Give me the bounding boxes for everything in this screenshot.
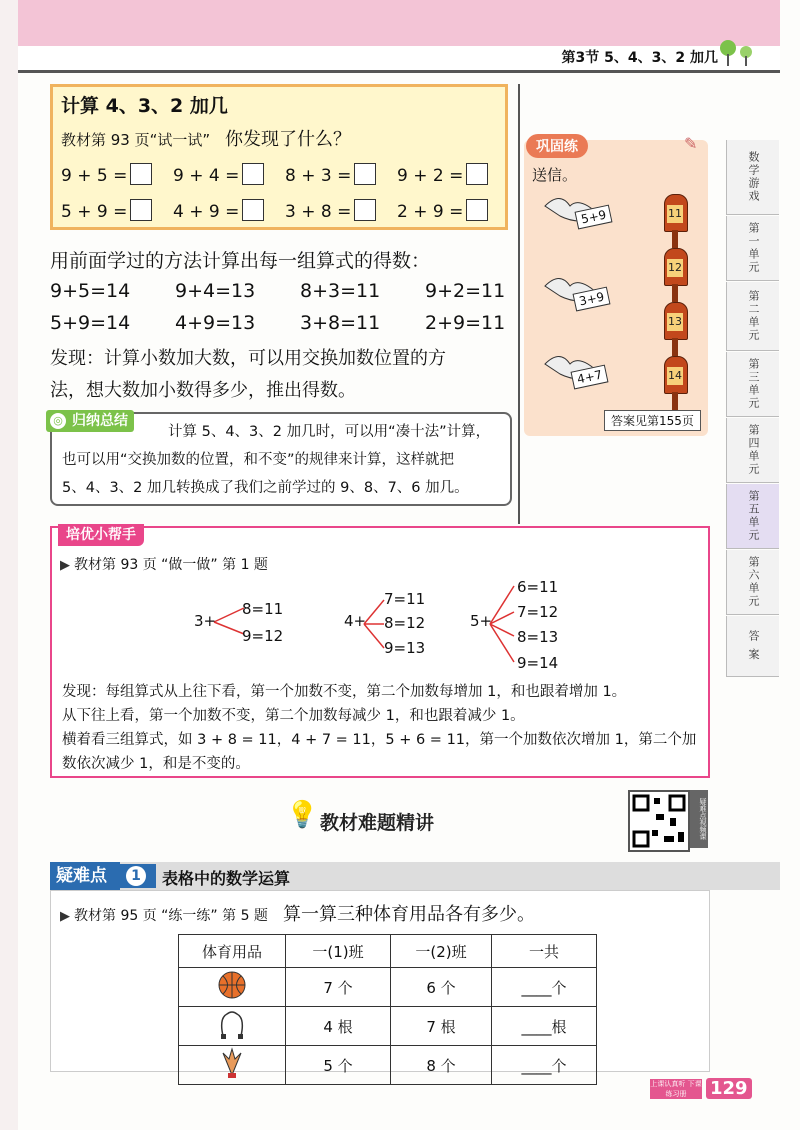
letter-card[interactable]: 5+9: [575, 205, 613, 230]
observation-3: 横着看三组算式，如 3 + 8 = 11，4 + 7 = 11，5 + 6 = 11，第一个加数依次增加 1，第二个加: [62, 732, 697, 748]
tree-leaf: 9=13: [384, 639, 426, 657]
answer-reference: 答案见第155页: [604, 410, 701, 431]
tab-answers[interactable]: 答 案: [726, 616, 779, 677]
table-cell: 4 根: [286, 1007, 391, 1046]
pencil-icon: ✎: [684, 134, 698, 153]
table-cell: 8 个: [391, 1046, 492, 1085]
pointer-icon: ▶: [60, 558, 70, 573]
practice-instruction: 送信。: [532, 166, 578, 184]
tab-unit-1[interactable]: 第一单元: [726, 216, 779, 281]
pointer-icon: ▶: [60, 909, 70, 924]
summary-line-3: 5、4、3、2 加几转换成了我们之前学过的 9、8、7、6 加几。: [62, 480, 469, 496]
tree-leaf: 8=11: [242, 600, 284, 618]
qr-label: 疑难点视频课: [690, 790, 708, 848]
table-header-row: [179, 935, 597, 968]
method-intro: 用前面学过的方法计算出每一组算式的得数：: [50, 250, 431, 272]
tree-leaf: 8=13: [517, 628, 559, 646]
letter-card[interactable]: 3+9: [573, 287, 611, 312]
equation: 5 + 9 =: [61, 202, 128, 222]
answer: 4+9=13: [175, 312, 256, 334]
basketball-icon: [179, 968, 286, 1007]
equation: 9 + 5 =: [61, 166, 128, 186]
answer-box[interactable]: [130, 199, 152, 221]
equation: 3 + 8 =: [285, 202, 352, 222]
observation-4: 数依次减少 1，和是不变的。: [62, 756, 250, 772]
helper-ref-line: [60, 554, 268, 574]
calc-box: [50, 84, 508, 230]
calc-ref: 教材第 93 页“试一试”: [61, 131, 211, 149]
mailbox-number: 11: [667, 205, 683, 223]
tree-root: 3+: [194, 612, 217, 630]
mailbox-number: 14: [667, 367, 683, 385]
difficulty-number: 1: [126, 866, 146, 886]
difficulty-tag: 疑难点: [52, 864, 156, 888]
summary-tag: [46, 410, 134, 432]
answer: 2+9=11: [425, 312, 506, 334]
answer: 9+4=13: [175, 280, 256, 302]
table-header: 一共: [492, 935, 597, 968]
table-header: 体育用品: [179, 935, 286, 968]
tab-unit-4[interactable]: 第四单元: [726, 418, 779, 483]
page-number: 129: [706, 1078, 752, 1099]
difficulty-question: 算一算三种体育用品各有多少。: [283, 904, 536, 925]
calc-title: 计算 4、3、2 加几: [61, 95, 228, 117]
table-header: 一(2)班: [391, 935, 492, 968]
section-title: 第3节 5、4、3、2 加几: [561, 50, 718, 66]
answer: 9+2=11: [425, 280, 506, 302]
table-cell: 5 个: [286, 1046, 391, 1085]
answer-box[interactable]: [466, 199, 488, 221]
difficulty-ref: 教材第 95 页 “练一练” 第 5 题: [74, 908, 268, 924]
tree-root: 5+: [470, 612, 493, 630]
brand-label: 上课认真听 下课练习册: [650, 1080, 702, 1098]
equation: 8 + 3 =: [285, 166, 352, 186]
qr-code-icon[interactable]: [628, 790, 690, 852]
answer-box[interactable]: [242, 199, 264, 221]
answer: 9+5=14: [50, 280, 131, 302]
helper-ref: 教材第 93 页 “做一做” 第 1 题: [74, 557, 268, 573]
target-icon: ◎: [50, 413, 66, 429]
observation-2: 从下往上看，第一个加数不变，第二个加数每减少 1，和也跟着减少 1。: [62, 708, 525, 724]
table-cell: 7 个: [286, 968, 391, 1007]
difficulty-bar: [50, 862, 780, 890]
tab-unit-3[interactable]: 第三单元: [726, 352, 779, 417]
total-blank[interactable]: ____个: [492, 1046, 597, 1085]
answer: 3+8=11: [300, 312, 381, 334]
table-cell: 6 个: [391, 968, 492, 1007]
summary-line-2: 也可以用“交换加数的位置，和不变”的规律来计算，这样就把: [62, 452, 455, 468]
mailbox-post: [672, 284, 678, 302]
answer-box[interactable]: [130, 163, 152, 185]
table-row: [179, 1046, 597, 1085]
table-row: [179, 1007, 597, 1046]
helper-tag: 培优小帮手: [58, 524, 144, 546]
mailbox[interactable]: [664, 302, 688, 340]
mailbox-post: [672, 392, 678, 410]
table-cell: 7 根: [391, 1007, 492, 1046]
finding-line-2: 法，想大数加小数得多少，推出得数。: [50, 380, 356, 401]
eq-row-2: [61, 199, 509, 222]
tree-leaf: 9=12: [242, 627, 284, 645]
table-header: 一(1)班: [286, 935, 391, 968]
branch-lines: [488, 578, 518, 670]
answer-box[interactable]: [242, 163, 264, 185]
difficulty-ref-line: [60, 900, 535, 926]
answer-box[interactable]: [354, 163, 376, 185]
answer: 8+3=11: [300, 280, 381, 302]
tree-root: 4+: [344, 612, 367, 630]
lightbulb-icon: 💡: [286, 800, 319, 830]
sports-table: [178, 934, 597, 1085]
jump-rope-icon: [179, 1007, 286, 1046]
page-left-edge: [0, 0, 18, 1130]
equation: 4 + 9 =: [173, 202, 240, 222]
finding-line-1: 发现：计算小数加大数，可以用交换加数位置的方: [50, 348, 446, 369]
tree-leaf: 7=11: [384, 590, 426, 608]
difficulty-title: 表格中的数学运算: [162, 869, 291, 888]
letter-card[interactable]: 4+7: [571, 365, 609, 390]
answer-row-1: [50, 280, 550, 302]
shuttlecock-icon: [179, 1046, 286, 1085]
equation: 2 + 9 =: [397, 202, 464, 222]
mailbox-number: 12: [667, 259, 683, 277]
mailbox[interactable]: [664, 356, 688, 394]
tab-unit-5[interactable]: 第五单元: [726, 484, 779, 549]
answer-box[interactable]: [354, 199, 376, 221]
total-blank[interactable]: ____个: [492, 968, 597, 1007]
featured-title: 教材难题精讲: [320, 812, 435, 834]
summary-tag-label: 归纳总结: [72, 413, 128, 429]
summary-line-1: 计算 5、4、3、2 加几时，可以用“凑十法”计算，: [168, 424, 491, 440]
tree-leaf: 6=11: [517, 578, 559, 596]
observation-1: 发现：每组算式从上往下看，第一个加数不变，第二个加数每增加 1，和也跟着增加 1。: [62, 684, 627, 700]
calc-question: 你发现了什么？: [224, 129, 351, 150]
tree-leaf: 8=12: [384, 614, 426, 632]
header-band: [18, 0, 780, 46]
eq-row-1: [61, 163, 509, 186]
practice-tag: 巩固练: [526, 134, 588, 158]
mailbox[interactable]: [664, 248, 688, 286]
mailbox-post: [672, 338, 678, 356]
column-divider: [518, 84, 520, 524]
equation: 9 + 2 =: [397, 166, 464, 186]
answer: 5+9=14: [50, 312, 131, 334]
total-blank[interactable]: ____根: [492, 1007, 597, 1046]
mailbox-number: 13: [667, 313, 683, 331]
tree-icon: [716, 38, 756, 68]
tree-leaf: 7=12: [517, 603, 559, 621]
equation: 9 + 4 =: [173, 166, 240, 186]
answer-box[interactable]: [466, 163, 488, 185]
tab-unit-6[interactable]: 第六单元: [726, 550, 779, 615]
tab-unit-2[interactable]: 第二单元: [726, 282, 779, 351]
mailbox-post: [672, 230, 678, 248]
answer-row-2: [50, 312, 550, 334]
calc-prompt: [61, 125, 351, 151]
tree-leaf: 9=14: [517, 654, 559, 672]
mailbox[interactable]: [664, 194, 688, 232]
table-row: [179, 968, 597, 1007]
tab-math-games[interactable]: 数学游戏: [726, 140, 779, 215]
